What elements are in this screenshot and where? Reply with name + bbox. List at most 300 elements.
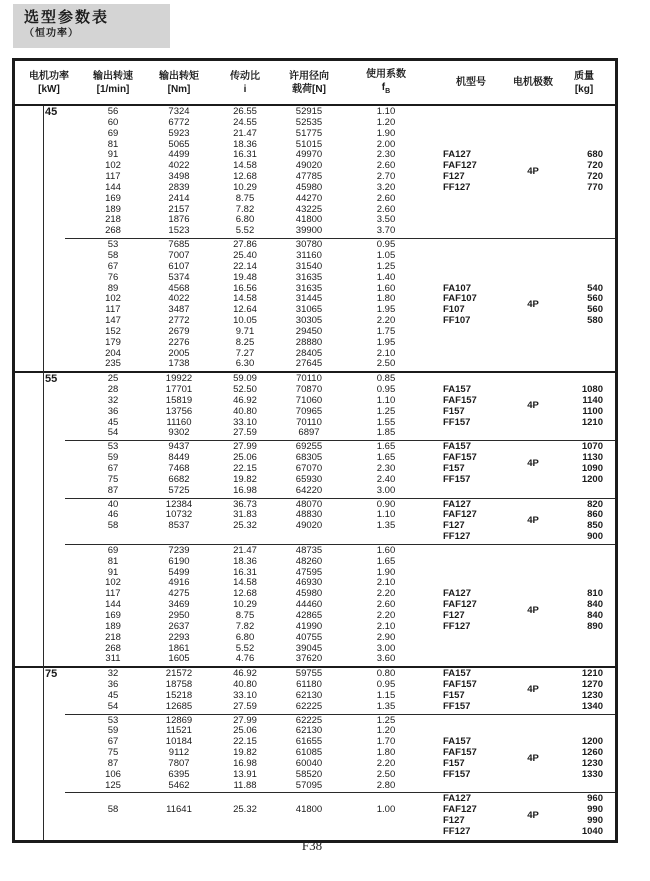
cell-radial-load: 47785 [295, 171, 323, 183]
cell-radial-load: 65930 [295, 473, 323, 485]
cell-output-torque: 10732 [165, 509, 193, 521]
cell-radial-load: 59755 [295, 668, 323, 680]
cell-output-speed: 89 [107, 282, 119, 294]
header-service-factor [343, 68, 429, 98]
cell-ratio: 12.68 [233, 171, 257, 183]
cell-radial-load: 62130 [295, 725, 323, 737]
cell-output-speed: 144 [105, 181, 121, 193]
block-separator [65, 440, 615, 441]
cell-output-torque: 13756 [165, 405, 193, 417]
cell-ratio: 26.55 [233, 106, 257, 117]
cell-service-factor: 1.65 [376, 441, 396, 453]
cell-output-speed: 69 [107, 127, 119, 139]
cell-output-speed: 106 [105, 768, 121, 780]
cell-motor-poles: 4P [527, 809, 539, 821]
cell-radial-load: 71060 [295, 394, 323, 406]
cell-radial-load: 48070 [295, 498, 323, 510]
service-factor-symbol: f [381, 81, 386, 93]
cell-service-factor: 2.10 [376, 620, 396, 632]
cell-service-factor: 2.50 [376, 768, 396, 780]
cell-motor-poles: 4P [527, 457, 539, 469]
header-motor-poles [513, 68, 553, 98]
cell-mass: 1330 [581, 768, 603, 780]
cell-output-torque: 7324 [168, 106, 190, 117]
cell-output-speed: 81 [107, 555, 119, 567]
cell-output-speed: 53 [107, 714, 119, 726]
cell-service-factor: 1.65 [376, 452, 396, 464]
cell-service-factor: 0.80 [376, 668, 396, 680]
cell-radial-load: 48830 [295, 509, 323, 521]
cell-service-factor: 2.10 [376, 347, 396, 359]
cell-radial-load: 62225 [295, 700, 323, 712]
cell-radial-load: 44270 [295, 192, 323, 204]
cell-ratio: 22.14 [233, 260, 257, 272]
cell-output-torque: 2637 [168, 620, 190, 632]
cell-service-factor: 2.40 [376, 473, 396, 485]
cell-service-factor: 0.90 [376, 498, 396, 510]
cell-service-factor: 3.00 [376, 642, 396, 654]
cell-radial-load: 70965 [295, 405, 323, 417]
cell-mass: 560 [587, 293, 603, 305]
data-block [15, 442, 615, 496]
header-unit: [kg] [574, 83, 594, 95]
cell-model: FF127 [443, 531, 471, 543]
cell-ratio: 22.15 [233, 736, 257, 748]
page-subtitle: （恒功率） [24, 28, 79, 39]
cell-radial-load: 31160 [296, 249, 322, 261]
header-label: 使用系数 [366, 68, 406, 80]
power-label: 55 [45, 373, 58, 386]
cell-output-speed: 28 [107, 384, 119, 396]
cell-output-torque: 5065 [168, 138, 190, 150]
cell-output-speed: 40 [107, 498, 119, 510]
cell-radial-load: 31445 [295, 293, 323, 305]
cell-radial-load: 41990 [295, 620, 323, 632]
cell-output-speed: 144 [105, 599, 121, 611]
cell-service-factor: 1.25 [376, 260, 396, 272]
cell-mass: 840 [587, 599, 603, 611]
cell-service-factor: 1.90 [376, 127, 396, 139]
cell-service-factor: 1.95 [376, 336, 396, 348]
cell-output-speed: 189 [105, 620, 121, 632]
cell-model: FA127 [443, 149, 471, 161]
service-factor-subscript: B [385, 87, 391, 95]
cell-radial-load: 61180 [296, 679, 322, 691]
cell-radial-load: 58520 [295, 768, 323, 780]
cell-service-factor: 1.20 [376, 116, 396, 128]
cell-output-speed: 117 [105, 304, 121, 316]
cell-output-speed: 235 [105, 358, 121, 370]
cell-output-torque: 8449 [168, 452, 190, 464]
cell-model: FF107 [443, 315, 471, 327]
cell-radial-load: 31635 [295, 271, 323, 283]
cell-ratio: 25.32 [233, 520, 257, 532]
cell-mass: 770 [587, 181, 603, 193]
header-ratio [215, 68, 275, 98]
cell-output-speed: 67 [107, 463, 119, 474]
cell-service-factor: 2.20 [376, 588, 396, 600]
cell-ratio: 33.10 [233, 416, 257, 428]
cell-output-torque: 2293 [168, 631, 190, 643]
cell-ratio: 5.52 [235, 225, 255, 237]
cell-radial-load: 47595 [295, 566, 323, 578]
cell-ratio: 59.09 [233, 373, 257, 385]
cell-output-torque: 3469 [168, 599, 190, 611]
cell-service-factor: 0.85 [376, 373, 396, 385]
cell-ratio: 10.29 [233, 181, 257, 193]
cell-ratio: 16.98 [233, 757, 257, 769]
cell-mass: 1130 [582, 452, 603, 464]
cell-service-factor: 1.85 [376, 427, 396, 439]
cell-output-torque: 12384 [165, 498, 193, 510]
cell-output-speed: 125 [105, 779, 121, 791]
cell-service-factor: 2.60 [376, 160, 396, 172]
cell-model: FA157 [443, 384, 471, 396]
cell-ratio: 16.31 [233, 149, 257, 161]
header-label: 电机极数 [513, 77, 553, 88]
cell-radial-load: 48260 [295, 555, 323, 567]
cell-output-torque: 4022 [168, 293, 190, 305]
cell-output-torque: 8537 [168, 520, 190, 532]
cell-model: F157 [443, 689, 465, 701]
data-block [15, 374, 615, 439]
cell-ratio: 22.15 [233, 463, 257, 474]
cell-output-torque: 3487 [168, 304, 190, 316]
cell-output-torque: 19922 [165, 373, 193, 385]
cell-output-speed: 67 [107, 260, 119, 272]
header-unit: [Nm] [167, 83, 191, 95]
cell-output-speed: 54 [107, 700, 119, 712]
cell-model: FA127 [443, 498, 471, 510]
cell-radial-load: 44460 [295, 599, 323, 611]
cell-model: FA157 [443, 441, 471, 453]
cell-output-speed: 76 [107, 271, 119, 283]
cell-ratio: 27.99 [233, 441, 257, 453]
cell-ratio: 27.59 [233, 427, 257, 439]
cell-output-torque: 2772 [168, 315, 190, 327]
cell-output-torque: 7239 [168, 544, 190, 556]
cell-service-factor: 1.90 [376, 566, 396, 578]
cell-ratio: 36.73 [233, 498, 257, 510]
cell-service-factor: 2.30 [376, 463, 396, 474]
cell-ratio: 31.83 [233, 509, 257, 521]
cell-mass: 1210 [581, 416, 603, 428]
cell-radial-load: 42865 [295, 609, 323, 621]
cell-mass: 900 [587, 531, 603, 543]
cell-ratio: 27.59 [233, 700, 257, 712]
cell-output-speed: 36 [107, 679, 119, 691]
header-unit: [kW] [38, 83, 60, 95]
cell-output-torque: 11160 [166, 416, 192, 428]
cell-output-torque: 6190 [168, 555, 190, 567]
cell-output-torque: 12869 [165, 714, 193, 726]
cell-output-speed: 189 [105, 203, 121, 215]
cell-output-torque: 11521 [166, 725, 192, 737]
cell-output-torque: 4499 [168, 149, 190, 161]
cell-ratio: 12.68 [233, 588, 257, 600]
cell-output-speed: 91 [107, 566, 119, 578]
cell-radial-load: 48735 [295, 544, 323, 556]
cell-output-speed: 87 [107, 757, 119, 769]
cell-output-torque: 12685 [165, 700, 193, 712]
cell-ratio: 27.99 [233, 714, 257, 726]
cell-ratio: 16.31 [233, 566, 257, 578]
cell-ratio: 6.80 [235, 631, 255, 643]
cell-output-speed: 75 [107, 473, 119, 485]
cell-ratio: 27.86 [233, 239, 257, 251]
cell-ratio: 40.80 [233, 405, 257, 417]
cell-output-speed: 53 [107, 239, 119, 251]
cell-radial-load: 49970 [295, 149, 323, 161]
cell-ratio: 13.91 [233, 768, 257, 780]
cell-radial-load: 61085 [295, 747, 323, 759]
header-label: 机型号 [456, 77, 486, 88]
header-label: 输出转矩 [159, 70, 199, 82]
cell-output-torque: 1738 [168, 358, 190, 370]
cell-output-torque: 4916 [168, 577, 190, 589]
cell-output-speed: 59 [107, 725, 119, 737]
cell-mass: 1260 [581, 747, 603, 759]
header-output-torque [143, 68, 215, 98]
cell-output-torque: 1861 [168, 642, 190, 654]
cell-motor-poles: 4P [527, 165, 539, 177]
cell-output-speed: 75 [107, 747, 119, 759]
header-unit: i [243, 83, 247, 95]
cell-service-factor: 1.70 [376, 736, 396, 748]
cell-mass: 1090 [581, 463, 603, 474]
cell-output-torque: 7685 [168, 239, 190, 251]
cell-service-factor: 1.10 [376, 106, 396, 117]
cell-output-torque: 7007 [168, 249, 190, 261]
cell-radial-load: 70870 [295, 384, 323, 396]
cell-output-speed: 169 [105, 609, 121, 621]
cell-output-torque: 6682 [168, 473, 190, 485]
cell-ratio: 9.71 [235, 325, 255, 337]
cell-model: FAF107 [443, 293, 477, 305]
cell-service-factor: 1.35 [376, 700, 396, 712]
page-title: 选型参数表 [24, 9, 110, 26]
cell-radial-load: 6897 [298, 427, 320, 439]
cell-output-torque: 9302 [168, 427, 190, 439]
header-label: 许用径向 [289, 70, 329, 82]
cell-output-torque: 4022 [168, 160, 190, 172]
cell-output-torque: 2276 [168, 336, 190, 348]
cell-model: FAF157 [443, 452, 477, 464]
cell-mass: 720 [587, 160, 603, 172]
cell-ratio: 10.05 [233, 315, 257, 327]
cell-ratio: 7.82 [235, 203, 255, 215]
cell-model: F157 [443, 405, 465, 417]
cell-output-torque: 1876 [168, 214, 190, 226]
cell-ratio: 33.10 [233, 689, 257, 701]
cell-ratio: 40.80 [233, 679, 257, 691]
cell-mass: 1100 [582, 405, 603, 417]
data-block [15, 546, 615, 665]
cell-ratio: 14.58 [233, 577, 257, 589]
cell-mass: 1210 [581, 668, 603, 680]
cell-output-speed: 36 [107, 405, 119, 417]
cell-output-speed: 311 [105, 653, 121, 665]
cell-ratio: 11.88 [233, 779, 257, 791]
data-block [15, 240, 615, 370]
cell-output-torque: 5374 [168, 271, 190, 283]
cell-radial-load: 30305 [295, 315, 323, 327]
cell-output-torque: 1523 [168, 225, 190, 237]
cell-output-speed: 58 [107, 520, 119, 532]
cell-service-factor: 2.20 [376, 757, 396, 769]
cell-ratio: 46.92 [233, 394, 257, 406]
cell-service-factor: 1.55 [376, 416, 396, 428]
cell-output-speed: 59 [107, 452, 119, 464]
cell-output-speed: 102 [105, 160, 121, 172]
cell-output-torque: 4568 [168, 282, 190, 294]
cell-model: FAF127 [443, 160, 477, 172]
cell-output-torque: 9437 [168, 441, 190, 453]
cell-ratio: 25.06 [233, 725, 257, 737]
cell-ratio: 46.92 [233, 668, 257, 680]
cell-service-factor: 2.70 [376, 171, 396, 183]
block-separator [65, 792, 615, 793]
cell-model: F107 [443, 304, 465, 316]
cell-output-speed: 58 [107, 249, 119, 261]
cell-service-factor: 1.60 [376, 282, 396, 294]
cell-model: FAF127 [443, 599, 477, 611]
cell-output-speed: 87 [107, 484, 119, 496]
cell-output-torque: 2414 [168, 192, 190, 204]
cell-radial-load: 69255 [295, 441, 323, 453]
cell-ratio: 25.40 [233, 249, 257, 261]
header-mass [553, 68, 615, 98]
cell-ratio: 16.56 [233, 282, 257, 294]
data-block [15, 500, 615, 543]
cell-radial-load: 37620 [295, 653, 323, 665]
header-model [429, 68, 513, 98]
cell-radial-load: 68305 [295, 452, 323, 464]
data-block [15, 107, 615, 237]
cell-service-factor: 2.30 [376, 149, 396, 161]
power-column-divider [43, 106, 44, 840]
cell-ratio: 6.30 [235, 358, 255, 370]
cell-mass: 540 [587, 282, 603, 294]
cell-service-factor: 1.15 [376, 689, 396, 701]
cell-service-factor: 2.80 [376, 779, 396, 791]
table-body [15, 106, 615, 840]
cell-mass: 1070 [581, 441, 603, 453]
cell-service-factor: 0.95 [376, 384, 396, 396]
cell-output-speed: 268 [105, 642, 121, 654]
cell-mass: 990 [587, 804, 603, 816]
cell-motor-poles: 4P [527, 514, 539, 526]
cell-output-torque: 2157 [168, 203, 190, 215]
cell-model: F127 [443, 171, 465, 183]
selection-parameter-table [12, 58, 618, 843]
cell-model: FAF127 [443, 509, 477, 521]
header-motor-power [15, 68, 83, 98]
cell-output-speed: 91 [107, 149, 119, 161]
cell-output-torque: 15819 [165, 394, 193, 406]
cell-radial-load: 52915 [295, 106, 323, 117]
cell-mass: 1080 [581, 384, 603, 396]
cell-output-speed: 58 [107, 804, 119, 816]
cell-radial-load: 31540 [295, 260, 323, 272]
block-separator [65, 544, 615, 545]
cell-ratio: 8.25 [235, 336, 255, 348]
cell-service-factor: 1.25 [376, 405, 396, 417]
cell-ratio: 7.27 [235, 347, 255, 359]
cell-model: FF127 [443, 826, 471, 837]
cell-mass: 720 [587, 171, 603, 183]
cell-output-speed: 117 [105, 588, 121, 600]
cell-service-factor: 2.20 [376, 609, 396, 621]
cell-radial-load: 40755 [295, 631, 323, 643]
cell-model: F127 [443, 609, 465, 621]
cell-model: FAF127 [443, 804, 477, 816]
cell-service-factor: 1.95 [376, 304, 396, 316]
header-unit: [1/min] [96, 83, 130, 95]
block-separator [65, 498, 615, 499]
cell-service-factor: 3.50 [376, 214, 396, 226]
header-output-speed [83, 68, 143, 98]
cell-output-torque: 2950 [168, 609, 190, 621]
cell-ratio: 25.06 [233, 452, 257, 464]
cell-motor-poles: 4P [527, 752, 539, 764]
data-block [15, 716, 615, 792]
cell-radial-load: 43225 [295, 203, 323, 215]
cell-output-torque: 7807 [168, 757, 190, 769]
cell-output-speed: 169 [105, 192, 121, 204]
cell-ratio: 7.82 [235, 620, 255, 632]
cell-ratio: 18.36 [233, 555, 257, 567]
cell-motor-poles: 4P [527, 604, 539, 616]
cell-radial-load: 61655 [295, 736, 323, 748]
cell-model: FF127 [443, 620, 471, 632]
cell-ratio: 52.50 [233, 384, 257, 396]
cell-output-speed: 69 [107, 544, 119, 556]
cell-radial-load: 28880 [295, 336, 323, 348]
cell-model: F127 [443, 815, 465, 827]
cell-mass: 1270 [581, 679, 603, 691]
cell-radial-load: 41800 [295, 214, 323, 226]
cell-service-factor: 2.60 [376, 192, 396, 204]
cell-output-torque: 5725 [168, 484, 190, 496]
cell-output-torque: 5499 [168, 566, 190, 578]
cell-service-factor: 2.50 [376, 358, 396, 370]
cell-radial-load: 41800 [295, 804, 323, 816]
cell-output-torque: 2679 [168, 325, 190, 337]
cell-output-torque: 11641 [166, 804, 192, 816]
cell-output-torque: 7468 [168, 463, 190, 474]
cell-service-factor: 2.20 [376, 315, 396, 327]
cell-service-factor: 1.10 [376, 394, 396, 406]
cell-output-speed: 268 [105, 225, 121, 237]
cell-ratio: 19.82 [233, 473, 257, 485]
page-number: F38 [301, 838, 323, 853]
cell-radial-load: 67070 [295, 463, 323, 474]
cell-output-speed: 54 [107, 427, 119, 439]
cell-model: FAF157 [443, 747, 477, 759]
cell-model: FF127 [443, 181, 471, 193]
cell-output-torque: 18758 [165, 679, 193, 691]
cell-radial-load: 31065 [295, 304, 323, 316]
cell-output-speed: 179 [105, 336, 121, 348]
power-label: 45 [45, 106, 58, 118]
cell-output-speed: 56 [107, 106, 119, 117]
cell-output-speed: 102 [105, 293, 121, 305]
cell-radial-load: 30780 [295, 239, 323, 251]
cell-mass: 1040 [581, 826, 603, 837]
cell-output-torque: 3498 [168, 171, 190, 183]
cell-mass: 850 [587, 520, 603, 532]
